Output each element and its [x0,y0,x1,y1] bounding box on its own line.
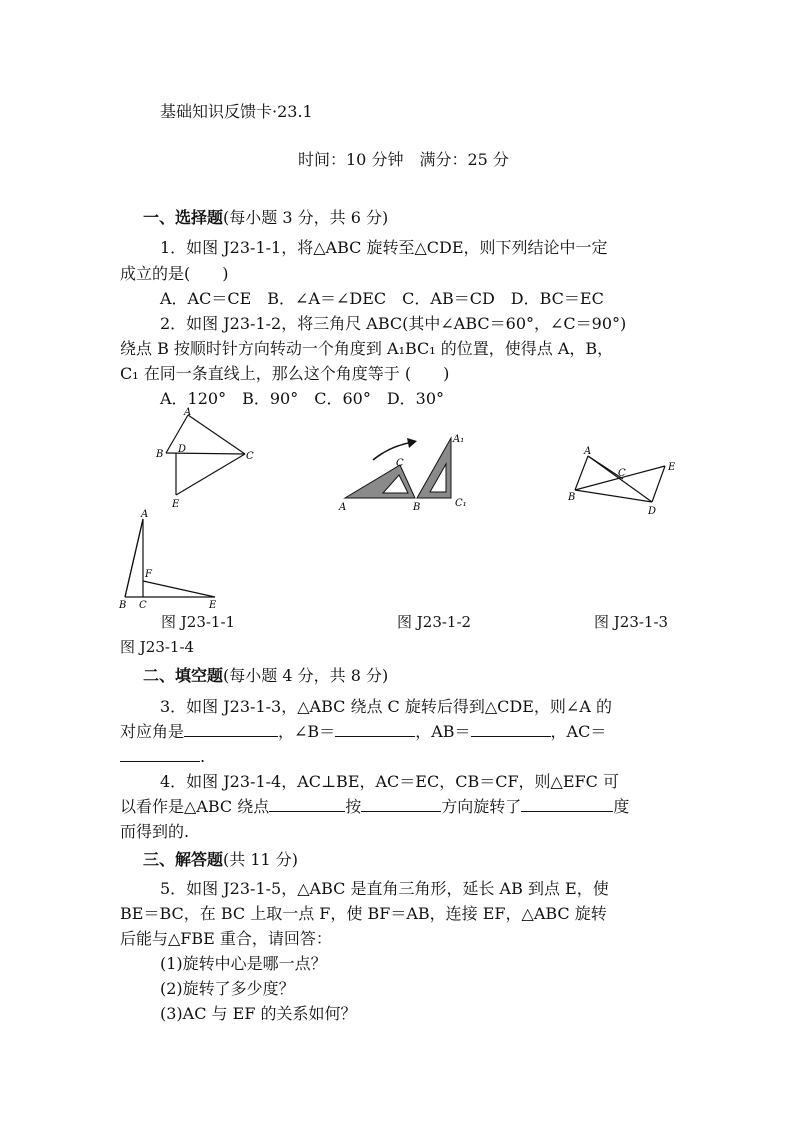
fig2-label-b: B [413,502,421,513]
q3-text-c: ，AB＝ [415,722,471,741]
q5-sub3: (3)AC 与 EF 的关系如何？ [160,1004,357,1023]
caption-j23-1-2: 图 J23-1-2 [397,613,472,631]
fig3-label-e: E [668,462,676,473]
figure-j23-1-4 [115,505,230,610]
fig2-label-a1: A₁ [453,434,465,445]
section1-note: (每小题 3 分，共 6 分) [223,208,389,227]
fig4-label-f: F [145,569,152,580]
section2-heading: 二、填空题 [143,666,224,685]
fig2-label-a: A [339,502,347,513]
section3-title [143,848,298,872]
caption-j23-1-1: 图 J23-1-1 [161,613,236,631]
section2-title [143,664,388,688]
q2-options: A．120° B．90° C．60° D．30° [160,389,445,408]
fig1-label-e: E [172,499,180,510]
card-title: 基础知识反馈卡·23.1 [160,102,313,121]
q5-line1: 5．如图 J23-1-5，△ABC 是直角三角形，延长 AB 到点 E，使 [160,879,609,898]
caption-j23-1-4: 图 J23-1-4 [120,638,195,656]
fig3-label-d: D [648,506,657,517]
q4-text-b: 按 [345,797,362,816]
q4-line2 [120,795,629,819]
fig4-label-c: C [139,600,147,610]
section1-heading: 一、选择题 [143,208,224,227]
q3-blank-ab[interactable] [471,720,551,737]
q4-blank-degrees[interactable] [521,795,613,812]
q4-text-d: 度 [613,797,630,816]
section1-title [143,206,388,230]
section3-heading: 三、解答题 [143,850,224,869]
fig3-label-b: B [568,492,576,503]
q2-line3: C₁ 在同一条直线上，那么这个角度等于 ( ) [120,364,450,383]
q3-line3 [120,745,205,769]
section3-note: (共 11 分) [223,850,299,869]
fig3-label-c: C [618,468,626,479]
q2-line2: 绕点 B 按顺时针方向转动一个角度到 A₁BC₁ 的位置，使得点 A，B， [120,339,614,358]
figure-j23-1-1 [150,405,265,515]
fig2-label-c1: C₁ [455,498,467,509]
q4-text-a: 以看作是△ABC 绕点 [120,797,270,816]
q3-text-a: 对应角是 [120,722,185,741]
q4-text-c: 方向旋转了 [441,797,522,816]
fig4-label-e: E [209,600,217,610]
figure-j23-1-2 [335,430,475,515]
caption-j23-1-3: 图 J23-1-3 [594,613,669,631]
q1-line2: 成立的是( ) [120,264,229,283]
q3-text-d: ，AC＝ [550,722,607,741]
fig3-label-a: A [584,446,592,457]
fig4-label-b: B [119,600,127,610]
q3-line1: 3．如图 J23-1-3，△ABC 绕点 C 旋转后得到△CDE，则∠A 的 [160,697,612,716]
q4-blank-direction[interactable] [361,795,441,812]
q2-line1: 2．如图 J23-1-2，将三角尺 ABC(其中∠ABC＝60°，∠C＝90°) [160,314,627,333]
fig4-label-a: A [141,509,149,520]
q3-blank-angle-b[interactable] [335,720,415,737]
q4-blank-center[interactable] [269,795,345,812]
fig1-label-b: B [156,449,164,460]
q3-period: . [200,747,206,766]
q5-sub1: (1)旋转中心是哪一点？ [160,954,327,973]
q1-options: A．AC＝CE B．∠A＝∠DEC C．AB＝CD D．BC＝EC [160,289,604,308]
q3-blank-angle-a[interactable] [184,720,278,737]
fig1-label-d: D [178,444,187,455]
fig1-label-c: C [246,451,254,462]
q3-line2 [120,720,606,744]
q3-blank-ac[interactable] [120,745,200,762]
q3-text-b: ，∠B＝ [278,722,336,741]
q5-line3: 后能与△FBE 重合，请回答： [120,929,332,948]
section2-note: (每小题 4 分，共 8 分) [223,666,389,685]
fig2-label-c: C [396,458,404,469]
q4-line1: 4．如图 J23-1-4，AC⊥BE，AC＝EC，CB＝CF，则△EFC 可 [160,772,619,791]
fig1-label-a: A [184,407,192,418]
q4-line3: 而得到的. [120,822,190,841]
time-score-line: 时间：10 分钟 满分：25 分 [298,150,509,169]
q5-sub2: (2)旋转了多少度？ [160,979,295,998]
figure-j23-1-3 [560,440,685,520]
q5-line2: BE＝BC，在 BC 上取一点 F，使 BF＝AB，连接 EF，△ABC 旋转 [120,904,607,923]
q1-line1: 1．如图 J23-1-1，将△ABC 旋转至△CDE，则下列结论中一定 [160,238,608,257]
